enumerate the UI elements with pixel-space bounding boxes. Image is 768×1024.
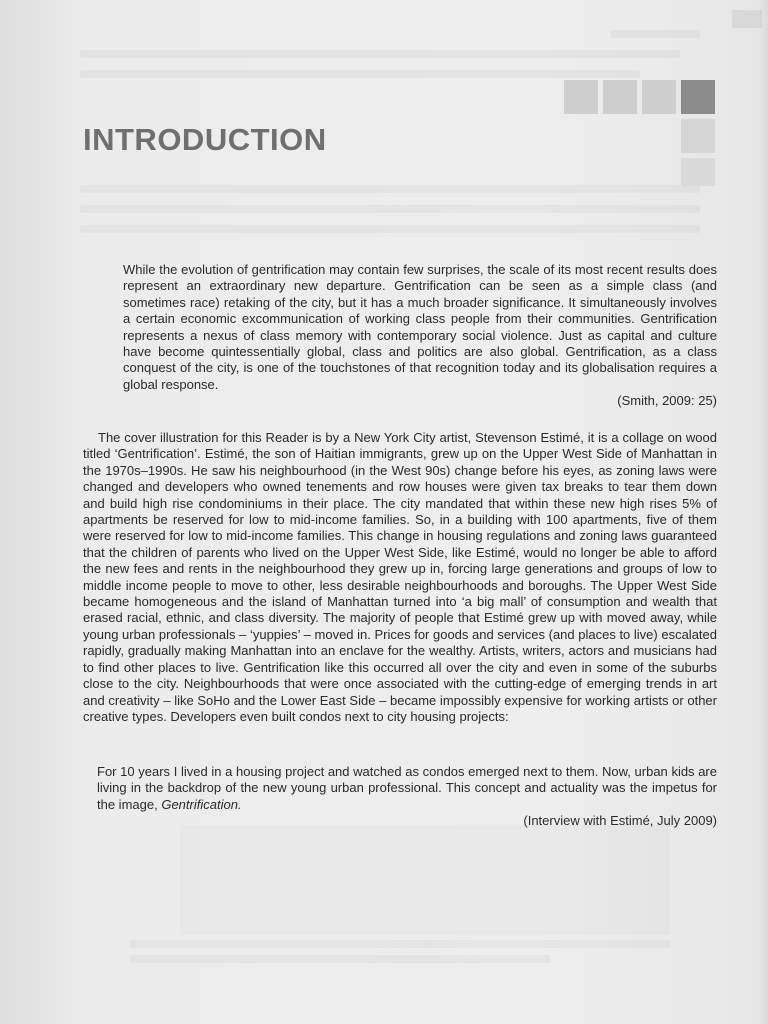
show-through-line [610, 30, 700, 38]
deco-square [642, 80, 676, 114]
epigraph-text: While the evolution of gentrification may contain few surprises, the scale of its most recent results does represent an extraordinary new departure. Gentrification can be seen as a simple class (and sometimes race) retaking of the city, but it has a much broader significance. It simultaneously involves a certain economic excommunication of working class people from their communities. Gentrification represents a nexus of class memory with contemporary social violence. Just as capital and culture have become quintessentially global, class and politics are also global. Gentrification, as a class conquest of the city, is one of the touchstones of that recognition today and its globalisation requires a global response. [123, 262, 717, 392]
show-through-line [80, 50, 680, 58]
deco-square [564, 80, 598, 114]
deco-square-dark [681, 80, 715, 114]
block-quote [97, 764, 717, 830]
body-section [83, 430, 717, 725]
show-through-line [80, 185, 700, 193]
chapter-heading: INTRODUCTION [83, 122, 327, 157]
show-through-line [80, 225, 700, 233]
block-quote-text [97, 764, 717, 813]
epigraph-citation: (Smith, 2009: 25) [617, 393, 717, 409]
body-paragraph: The cover illustration for this Reader is by a New York City artist, Stevenson Estimé, it is a collage on wood titled ‘Gentrification’. Estimé, the son of Haitian immigrants, grew up on the Upper West Side of Manhattan in the 1970s–1990s. He saw his neighbourhood (in the West 90s) change before his eyes, as zoning laws were changed and developers who owned tenements and row houses were given tax breaks to tear them down and build high rise condominiums in their place. The city mandated that within these new high rises 5% of apartments be reserved for low to mid-income families. So, in a building with 100 apartments, five of them were reserved for low to mid-income families. This change in housing regulations and zoning laws guaranteed that the children of parents who lived on the Upper West Side, like Estimé, would no longer be able to afford the new fees and rents in the neighbourhood they grew up in, forcing large generations and groups of low to middle income people to move to other, less desirable neighbourhoods and boroughs. The Upper West Side became homogeneous and the island of Manhattan turned into ‘a big mall’ of consumption and wealth that erased racial, ethnic, and class diversity. The majority of people that Estimé grew up with moved away, while young urban professionals – ‘yuppies’ – moved in. Prices for goods and services (and places to live) escalated rapidly, gradually making Manhattan into an enclave for the wealthy. Artists, writers, actors and musicians had to find other places to live. Gentrification like this occurred all over the city and even in some of the suburbs close to the city. Neighbourhoods that were once associated with the cutting-edge of emerging trends in art and creativity – like SoHo and the Lower East Side – became impossibly expensive for working artists or other creative types. Developers even built condos next to city housing projects: [83, 430, 717, 724]
page-edge-shadow [758, 0, 768, 1024]
deco-square [681, 119, 715, 153]
show-through-figure [180, 825, 670, 935]
deco-square [603, 80, 637, 114]
show-through-line [130, 955, 550, 963]
block-quote-body: For 10 years I lived in a housing project and watched as condos emerged next to them. Now, urban kids are living in the backdrop of the new young urban professional. This concept and actuality was the impetus for the image, [97, 764, 717, 812]
epigraph-quote [97, 262, 717, 410]
block-quote-title: Gentrification. [161, 796, 242, 812]
show-through-line [80, 70, 640, 78]
show-through-line [80, 205, 700, 213]
show-through-line [130, 940, 670, 948]
block-quote-citation: (Interview with Estimé, July 2009) [523, 813, 717, 829]
deco-square [681, 158, 715, 186]
